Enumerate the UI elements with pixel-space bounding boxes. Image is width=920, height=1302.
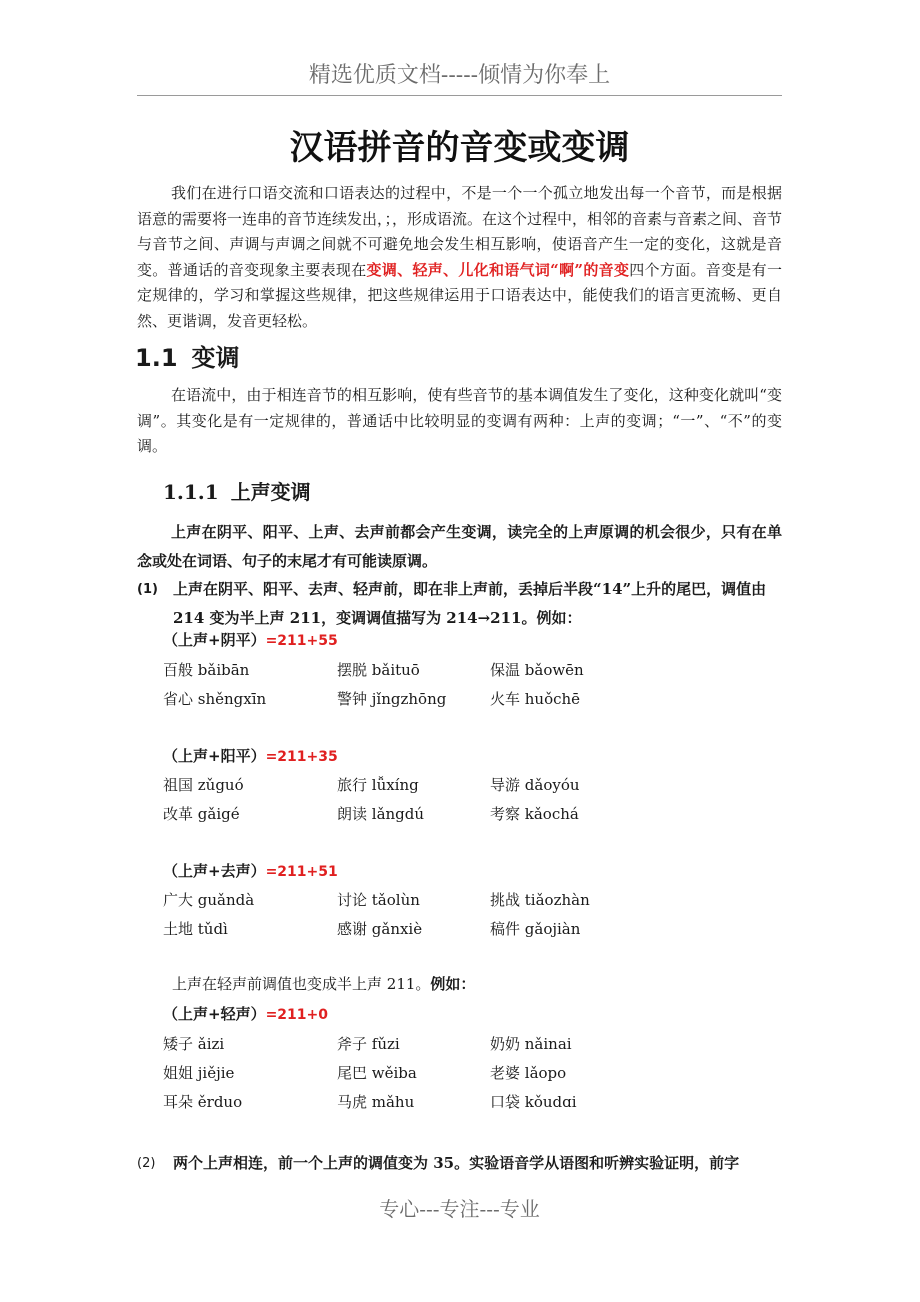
group-label-text: （上声+阳平） (163, 747, 266, 765)
example-word: 老婆 lǎopo (490, 1064, 567, 1082)
group-label-yangping (163, 745, 338, 768)
section-title: 变调 (191, 344, 240, 372)
example-word: 矮子 ǎizi (163, 1035, 225, 1053)
subsection-title: 上声变调 (230, 480, 311, 504)
section-number: 1.1 (135, 344, 178, 372)
group-label-text: （上声+轻声） (163, 1005, 266, 1023)
example-word: 导游 dǎoyóu (490, 776, 580, 794)
item-marker: (1) (137, 582, 158, 597)
document-title: 汉语拼音的音变或变调 (289, 128, 630, 168)
subsection-paragraph: 上声在阴平、阳平、上声、去声前都会产生变调，读完全的上声原调的机会很少，只有在单念或处在词语、句子的末尾才有可能读原调。 (137, 523, 782, 570)
example-word: 省心 shěngxīn (163, 690, 267, 708)
example-word: 警钟 jǐngzhōng (337, 690, 447, 708)
example-row (163, 659, 783, 681)
example-word: 奶奶 nǎinai (490, 1035, 572, 1053)
example-word: 稿件 gǎojiàn (490, 920, 581, 938)
group-label-qingsheng (163, 1003, 328, 1026)
example-word: 改革 gǎigé (163, 805, 240, 823)
note-text: 上声在轻声前调值也变成半上声 211。 (172, 975, 431, 993)
rule-item-1 (137, 575, 782, 633)
example-word: 土地 tǔdì (163, 920, 228, 938)
example-word: 祖国 zǔguó (163, 776, 244, 794)
example-row (163, 688, 783, 710)
section-heading (135, 342, 240, 374)
example-word: 尾巴 wěiba (337, 1064, 417, 1082)
section-paragraph: 在语流中，由于相连音节的相互影响，使有些音节的基本调值发生了变化，这种变化就叫“变调”。其变化是有一定规律的，普通话中比较明显的变调有两种：上声的变调；“一”、“不”的变调。 (137, 386, 782, 456)
intro-text-after: 四个方面。音变是有一定规律的，学习和掌握这些规律，把这些规律运用于口语表达中，能使我们的语言更流畅、更自然、更谐调，发音更轻松。 (137, 260, 782, 330)
example-word: 挑战 tiǎozhàn (490, 891, 590, 909)
item-text: 上声在阴平、阳平、去声、轻声前，即在非上声前，丢掉后半段“14”上升的尾巴，调值由 214 变为半上声 211，变调调值描写为 214→211。例如： (173, 580, 767, 627)
header-rule (137, 95, 782, 96)
group-formula: =211+51 (265, 864, 338, 880)
group-label-yinping (163, 629, 338, 652)
subsection-heading (163, 478, 311, 506)
group-label-text: （上声+阴平） (163, 631, 266, 649)
example-row (163, 803, 783, 825)
example-row (163, 889, 783, 911)
example-row (163, 1033, 783, 1055)
example-row (163, 918, 783, 940)
example-word: 朗读 lǎngdú (337, 805, 425, 823)
rule-item-2 (137, 1149, 782, 1178)
page-header: 精选优质文档-----倾情为你奉上 (308, 63, 611, 88)
group-formula: =211+35 (265, 749, 338, 765)
example-word: 感谢 gǎnxiè (337, 920, 423, 938)
example-word: 斧子 fǔzi (337, 1035, 400, 1053)
example-row (163, 1091, 783, 1113)
example-word: 耳朵 ěrduo (163, 1093, 243, 1111)
example-word: 讨论 tǎolùn (337, 891, 420, 909)
example-word: 马虎 mǎhu (337, 1093, 415, 1111)
example-word: 广大 guǎndà (163, 891, 255, 909)
intro-highlight: 变调、轻声、儿化和语气词“啊”的音变 (366, 260, 630, 279)
example-word: 火车 huǒchē (490, 690, 581, 708)
group-label-text: （上声+去声） (163, 862, 266, 880)
example-word: 保温 bǎowēn (490, 661, 584, 679)
item-marker: (2) (137, 1156, 156, 1171)
intro-paragraph (137, 181, 782, 335)
example-row (163, 774, 783, 796)
group-label-qusheng (163, 860, 338, 883)
example-word: 姐姐 jiějie (163, 1064, 235, 1082)
example-row (163, 1062, 783, 1084)
page-footer: 专心---专注---专业 (379, 1197, 540, 1221)
intro-text-before: 我们在进行口语交流和口语表达的过程中，不是一个一个孤立地发出每一个音节，而是根据语意的需要将一连串的音节连续发出，；，形成语流。在这个过程中，相邻的音素与音素之间、音节与音节之间、声调与声调之间就不可避免地会发生相互影响，使语音产生一定的变化，这就是音变。普通话的音变现象主要表现在 (137, 184, 783, 279)
qingsheng-note (172, 973, 475, 995)
group-formula: =211+55 (265, 633, 338, 649)
group-formula: =211+0 (265, 1007, 329, 1023)
item-text: 两个上声相连，前一个上声的调值变为 35。实验语音学从语图和听辨实验证明，前字 (173, 1154, 740, 1172)
example-word: 摆脱 bǎituō (337, 661, 420, 679)
example-word: 百般 bǎibān (163, 661, 250, 679)
note-bold: 例如： (430, 975, 476, 993)
subsection-number: 1.1.1 (163, 480, 219, 504)
example-word: 旅行 lǚxíng (337, 776, 419, 794)
example-word: 考察 kǎochá (490, 805, 579, 823)
example-word: 口袋 kǒudɑi (490, 1093, 577, 1111)
